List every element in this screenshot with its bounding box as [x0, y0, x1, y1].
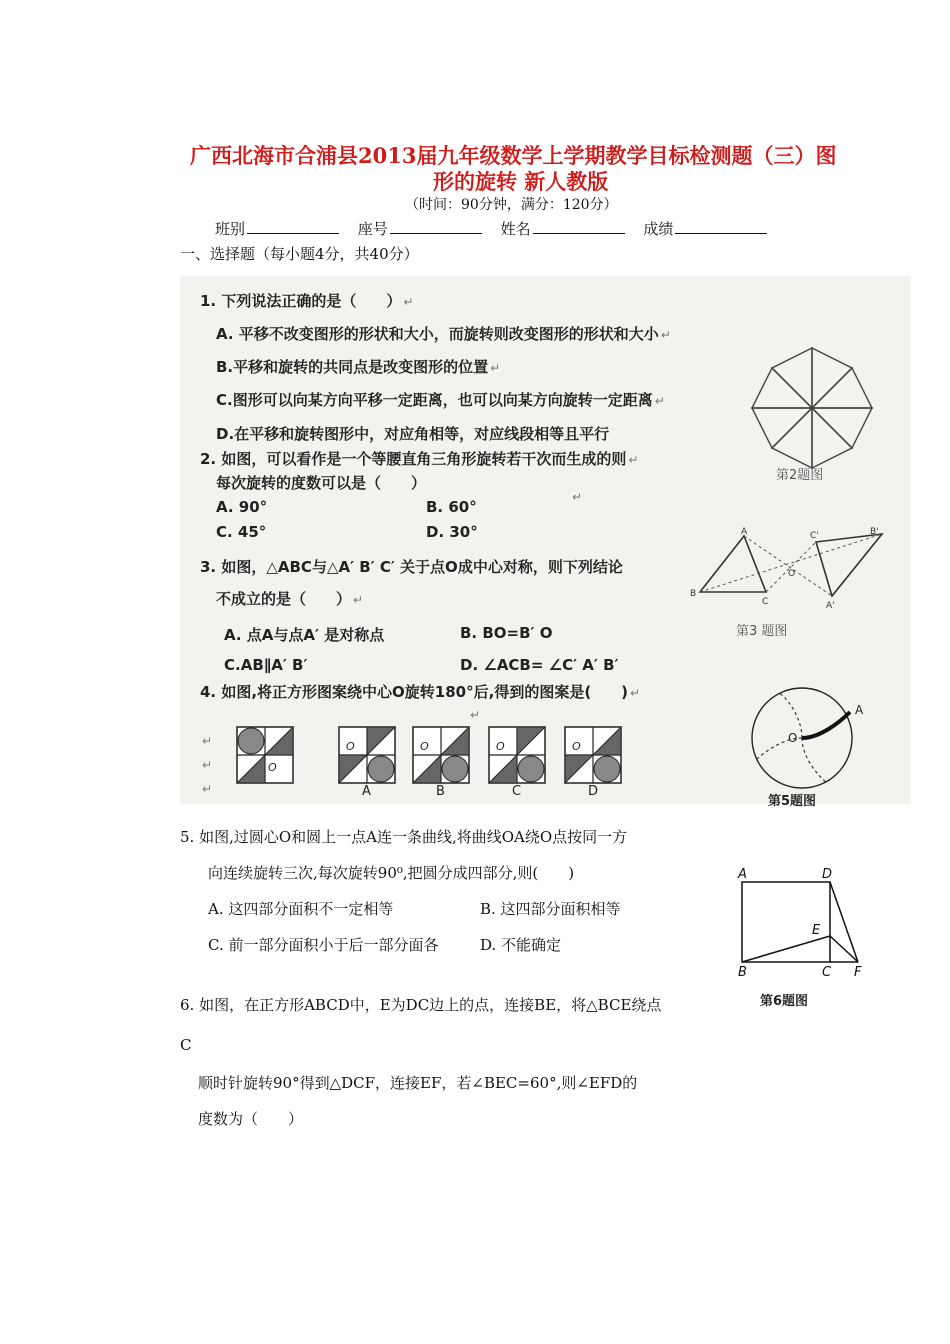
class-blank[interactable]	[247, 219, 339, 234]
q6-label-e: E	[812, 923, 821, 938]
q3-option-c: C.AB∥A′ B′	[224, 656, 308, 674]
q1-option-d: D.在平移和旋转图形中，对应角相等，对应线段相等且平行	[216, 425, 610, 443]
q6-label-b: B	[738, 965, 747, 980]
q3-label-a-prime: A'	[826, 601, 835, 611]
q6-stem-line1: 6. 如图，在正方形ABCD中，E为DC边上的点，连接BE，将△BCE绕点	[180, 996, 662, 1014]
q1-option-c: C.图形可以向某方向平移一定距离，也可以向某方向旋转一定距离 ↵	[216, 391, 665, 409]
q6-stem-line2: C	[180, 1036, 192, 1054]
q3-label-o: O	[788, 569, 796, 579]
q2-figure-caption: 第2题图	[776, 468, 824, 483]
q5-circle-figure	[750, 684, 870, 792]
q3-label-b: B	[690, 589, 697, 599]
q6-square-figure	[734, 862, 874, 982]
q2-pinwheel-figure	[744, 340, 880, 476]
q4-pattern-option-c[interactable]	[488, 726, 546, 784]
q3-stem-line2: 不成立的是（ ） ↵	[216, 590, 364, 608]
q6-figure-caption: 第6题图	[760, 994, 809, 1009]
q2-return-mark: ↵	[572, 490, 583, 504]
q6-stem-line3: 顺时针旋转90°得到△DCF，连接EF，若∠BEC=60°,则∠EFD的	[198, 1074, 638, 1092]
q3-figure-caption: 第3 题图	[736, 624, 788, 639]
q2-option-b: B. 60°	[426, 498, 477, 516]
q5-option-d: D. 不能确定	[480, 936, 562, 954]
q6-label-a: A	[738, 867, 747, 882]
student-info-row	[215, 218, 781, 239]
q2-option-c: C. 45°	[216, 523, 267, 541]
q5-stem-line2: 向连续旋转三次,每次旋转90⁰,把圆分成四部分,则( )	[208, 864, 575, 882]
q3-label-c: C	[762, 597, 769, 607]
score-label: 成绩	[643, 220, 674, 238]
q4-pattern-option-a[interactable]	[338, 726, 396, 784]
name-label: 姓名	[500, 220, 531, 238]
scanned-question-panel	[180, 276, 911, 809]
section-heading-choice: 一、选择题（每小题4分，共40分）	[180, 245, 419, 263]
q3-symmetry-figure	[686, 526, 886, 614]
svg-text:O: O	[420, 740, 429, 753]
q3-option-a: A. 点A与点A′ 是对称点	[224, 626, 385, 644]
q6-stem-line4: 度数为（ ）	[198, 1110, 304, 1128]
q2-stem-line1: 2. 如图，可以看作是一个等腰直角三角形旋转若干次而生成的则 ↵	[200, 450, 639, 468]
q4-pattern-option-d[interactable]	[564, 726, 622, 784]
q2-option-a: A. 90°	[216, 498, 268, 516]
q4-option-c-label[interactable]: C	[512, 784, 522, 799]
q4-option-b-label[interactable]: B	[436, 784, 445, 799]
q5-option-a: A. 这四部分面积不一定相等	[208, 900, 394, 918]
q4-pattern-option-b[interactable]	[412, 726, 470, 784]
q4-return-mark-1: ↵	[470, 708, 481, 722]
q3-option-b: B. BO=B′ O	[460, 624, 553, 642]
q3-label-a: A	[741, 527, 748, 537]
q4-option-d-label[interactable]: D	[588, 784, 599, 799]
document-title-line2: 形的旋转 新人教版	[433, 169, 609, 194]
q5-label-o: O	[788, 731, 798, 745]
q4-option-a-label[interactable]: A	[362, 784, 371, 799]
q4-return-mark-4: ↵	[202, 782, 213, 796]
q6-label-c: C	[822, 965, 832, 980]
q3-label-c-prime: C'	[810, 531, 819, 541]
q5-stem-line1: 5. 如图,过圆心O和圆上一点A连一条曲线,将曲线OA绕O点按同一方	[180, 828, 628, 846]
q4-return-mark-3: ↵	[202, 758, 213, 772]
score-blank[interactable]	[675, 219, 767, 234]
name-blank[interactable]	[533, 219, 625, 234]
q5-option-c: C. 前一部分面积小于后一部分面各	[208, 936, 439, 954]
q3-option-d: D. ∠ACB= ∠C′ A′ B′	[460, 656, 619, 674]
exam-time-note: （时间：90分钟，满分：120分）	[405, 197, 618, 213]
q5-option-b: B. 这四部分面积相等	[480, 900, 621, 918]
q6-label-f: F	[854, 965, 862, 980]
q4-pattern-original	[236, 726, 294, 784]
class-label: 班别	[215, 220, 246, 238]
q1-stem: 1. 下列说法正确的是（ ） ↵	[200, 292, 414, 310]
q2-option-d: D. 30°	[426, 523, 478, 541]
q1-option-b: B.平移和旋转的共同点是改变图形的位置 ↵	[216, 358, 501, 376]
document-title-line1: 广西北海市合浦县2013届九年级数学上学期教学目标检测题（三）图	[190, 143, 837, 168]
q3-stem-line1: 3. 如图，△ABC与△A′ B′ C′ 关于点O成中心对称，则下列结论	[200, 558, 623, 576]
q2-stem-line2: 每次旋转的度数可以是（ ）	[216, 474, 427, 492]
q4-center-o-label: O	[268, 761, 277, 774]
q4-stem: 4. 如图,将正方形图案绕中心O旋转180°后,得到的图案是( ) ↵	[200, 683, 641, 701]
q1-option-a: A. 平移不改变图形的形状和大小，而旋转则改变图形的形状和大小 ↵	[216, 325, 671, 343]
svg-text:O: O	[346, 740, 355, 753]
q3-label-b-prime: B'	[870, 527, 879, 537]
svg-text:O: O	[572, 740, 581, 753]
q5-figure-caption: 第5题图	[768, 794, 817, 809]
q6-label-d: D	[822, 867, 833, 882]
seat-blank[interactable]	[390, 219, 482, 234]
svg-text:O: O	[496, 740, 505, 753]
seat-label: 座号	[357, 220, 388, 238]
q4-return-mark-2: ↵	[202, 734, 213, 748]
q5-label-a: A	[855, 703, 864, 717]
